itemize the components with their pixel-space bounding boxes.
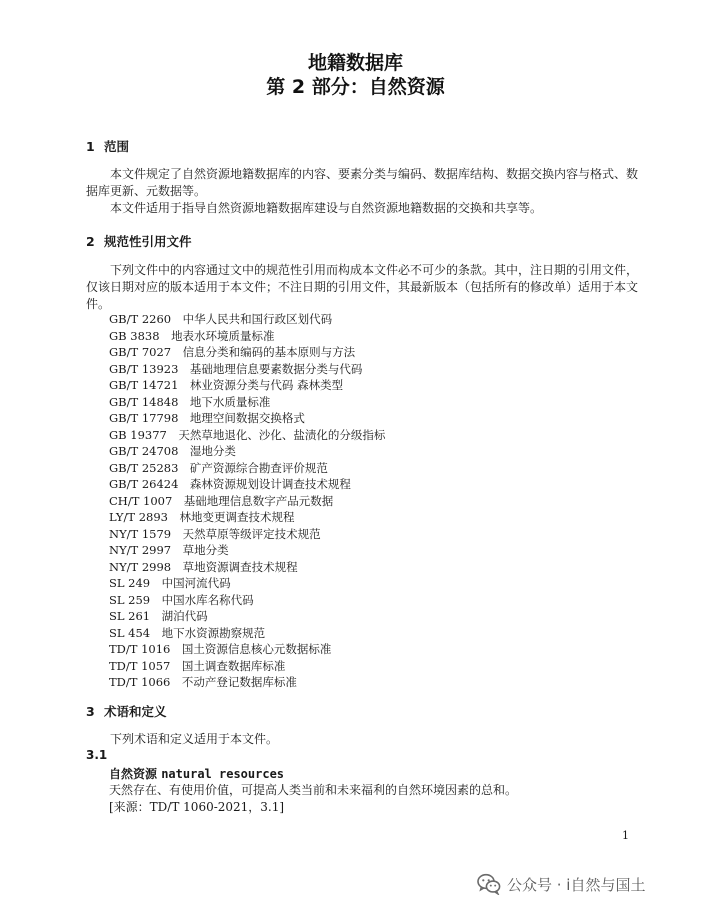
reference-code: TD/T 1057 xyxy=(109,658,171,673)
reference-code: NY/T 1579 xyxy=(109,526,172,541)
reference-item xyxy=(109,328,385,345)
reference-item xyxy=(109,377,385,394)
term-name xyxy=(109,765,284,782)
term-zh: 自然资源 xyxy=(109,767,158,781)
terms-intro: 下列术语和定义适用于本文件。 xyxy=(110,732,279,746)
reference-title: 草地分类 xyxy=(182,543,229,557)
reference-title: 不动产登记数据库标准 xyxy=(181,675,297,689)
term-en: natural resources xyxy=(161,767,285,781)
reference-item xyxy=(109,460,385,477)
reference-item xyxy=(109,344,385,361)
term-id: 3.1 xyxy=(86,748,108,762)
reference-title: 中国河流代码 xyxy=(161,576,231,590)
reference-code: GB/T 17798 xyxy=(109,411,179,425)
section-number: 3 xyxy=(86,704,95,719)
reference-item xyxy=(109,608,385,625)
reference-item xyxy=(109,361,385,378)
reference-title: 天然草地退化、沙化、盐渍化的分级指标 xyxy=(178,427,386,442)
scope-paragraph-1: 本文件规定了自然资源地籍数据库的内容、要素分类与编码、数据库结构、数据交换内容与格式、数据库更新、元数据等。 xyxy=(86,167,639,198)
reference-code: GB 3838 xyxy=(109,328,160,343)
reference-title: 林业资源分类与代码 森林类型 xyxy=(189,378,344,392)
reference-code: TD/T 1016 xyxy=(109,642,171,656)
section-title: 规范性引用文件 xyxy=(104,234,192,249)
wechat-icon xyxy=(477,873,501,895)
reference-code: NY/T 2997 xyxy=(109,543,172,557)
reference-title: 湖泊代码 xyxy=(161,609,208,623)
reference-code: GB/T 7027 xyxy=(109,345,172,359)
reference-code: SL 259 xyxy=(109,592,151,607)
reference-code: GB/T 25283 xyxy=(109,460,179,475)
reference-title: 地理空间数据交换格式 xyxy=(189,411,305,425)
scope-paragraph-2: 本文件适用于指导自然资源地籍数据库建设与自然资源地籍数据的交换和共享等。 xyxy=(110,201,543,215)
section-heading-references xyxy=(86,232,192,250)
reference-code: CH/T 1007 xyxy=(109,493,173,508)
reference-title: 天然草原等级评定技术规范 xyxy=(182,526,321,541)
reference-code: LY/T 2893 xyxy=(109,510,168,524)
reference-item xyxy=(109,509,385,526)
reference-code: GB/T 26424 xyxy=(109,477,179,491)
reference-code: GB/T 13923 xyxy=(109,361,179,376)
reference-title: 草地资源调查技术规程 xyxy=(182,559,298,574)
reference-title: 中国水库名称代码 xyxy=(161,592,254,607)
reference-code: GB/T 14848 xyxy=(109,394,179,409)
reference-code: SL 454 xyxy=(109,625,151,640)
section-title: 术语和定义 xyxy=(104,704,167,719)
reference-item xyxy=(109,394,385,411)
reference-item xyxy=(109,641,385,658)
reference-title: 地表水环境质量标准 xyxy=(171,328,275,343)
reference-item xyxy=(109,427,385,444)
reference-code: TD/T 1066 xyxy=(109,675,171,689)
term-definition: 天然存在、有使用价值，可提高人类当前和未来福利的自然环境因素的总和。 xyxy=(109,783,518,797)
reference-item xyxy=(109,493,385,510)
reference-item xyxy=(109,592,385,609)
reference-title: 地下水资源勘察规范 xyxy=(161,625,266,640)
reference-item xyxy=(109,658,385,675)
reference-item xyxy=(109,625,385,642)
section-number: 1 xyxy=(86,139,95,154)
section-title: 范围 xyxy=(104,139,130,154)
reference-code: NY/T 2998 xyxy=(109,559,172,574)
reference-item xyxy=(109,311,385,328)
reference-list xyxy=(109,311,385,691)
reference-title: 地下水质量标准 xyxy=(189,394,271,409)
reference-code: SL 249 xyxy=(109,576,151,590)
reference-item xyxy=(109,542,385,559)
page-number: 1 xyxy=(622,829,629,842)
section-number: 2 xyxy=(86,234,95,249)
section-heading-terms xyxy=(86,702,167,720)
reference-item xyxy=(109,559,385,576)
reference-code: GB/T 24708 xyxy=(109,444,179,458)
reference-title: 基础地理信息要素数据分类与代码 xyxy=(189,361,363,376)
references-intro: 下列文件中的内容通过文中的规范性引用而构成本文件必不可少的条款。其中，注日期的引用文件，仅该日期对应的版本适用于本文件；不注日期的引用文件，其最新版本（包括所有的修改单）适用于本文件。 xyxy=(86,263,639,311)
reference-item xyxy=(109,575,385,592)
reference-item xyxy=(109,674,385,691)
reference-code: GB 19377 xyxy=(109,427,167,442)
reference-title: 林地变更调查技术规程 xyxy=(179,510,295,524)
reference-title: 国土调查数据库标准 xyxy=(181,658,286,673)
reference-item xyxy=(109,410,385,427)
reference-code: GB/T 14721 xyxy=(109,378,179,392)
watermark xyxy=(477,871,645,897)
reference-title: 中华人民共和国行政区划代码 xyxy=(182,312,333,326)
reference-title: 基础地理信息数字产品元数据 xyxy=(183,493,334,508)
reference-title: 国土资源信息核心元数据标准 xyxy=(181,642,332,656)
document-subtitle: 第 2 部分：自然资源 xyxy=(266,76,445,98)
reference-item xyxy=(109,526,385,543)
reference-code: SL 261 xyxy=(109,609,151,623)
term-source: [来源：TD/T 1060-2021，3.1] xyxy=(109,800,285,814)
reference-title: 信息分类和编码的基本原则与方法 xyxy=(182,345,356,359)
watermark-text: 公众号 · i自然与国土 xyxy=(507,875,646,894)
reference-code: GB/T 2260 xyxy=(109,312,172,326)
reference-title: 森林资源规划设计调查技术规程 xyxy=(189,477,351,491)
reference-item xyxy=(109,443,385,460)
reference-item xyxy=(109,476,385,493)
document-title: 地籍数据库 xyxy=(307,52,403,74)
section-heading-scope xyxy=(86,137,129,155)
reference-title: 矿产资源综合勘查评价规范 xyxy=(189,460,328,475)
reference-title: 湿地分类 xyxy=(189,444,236,458)
